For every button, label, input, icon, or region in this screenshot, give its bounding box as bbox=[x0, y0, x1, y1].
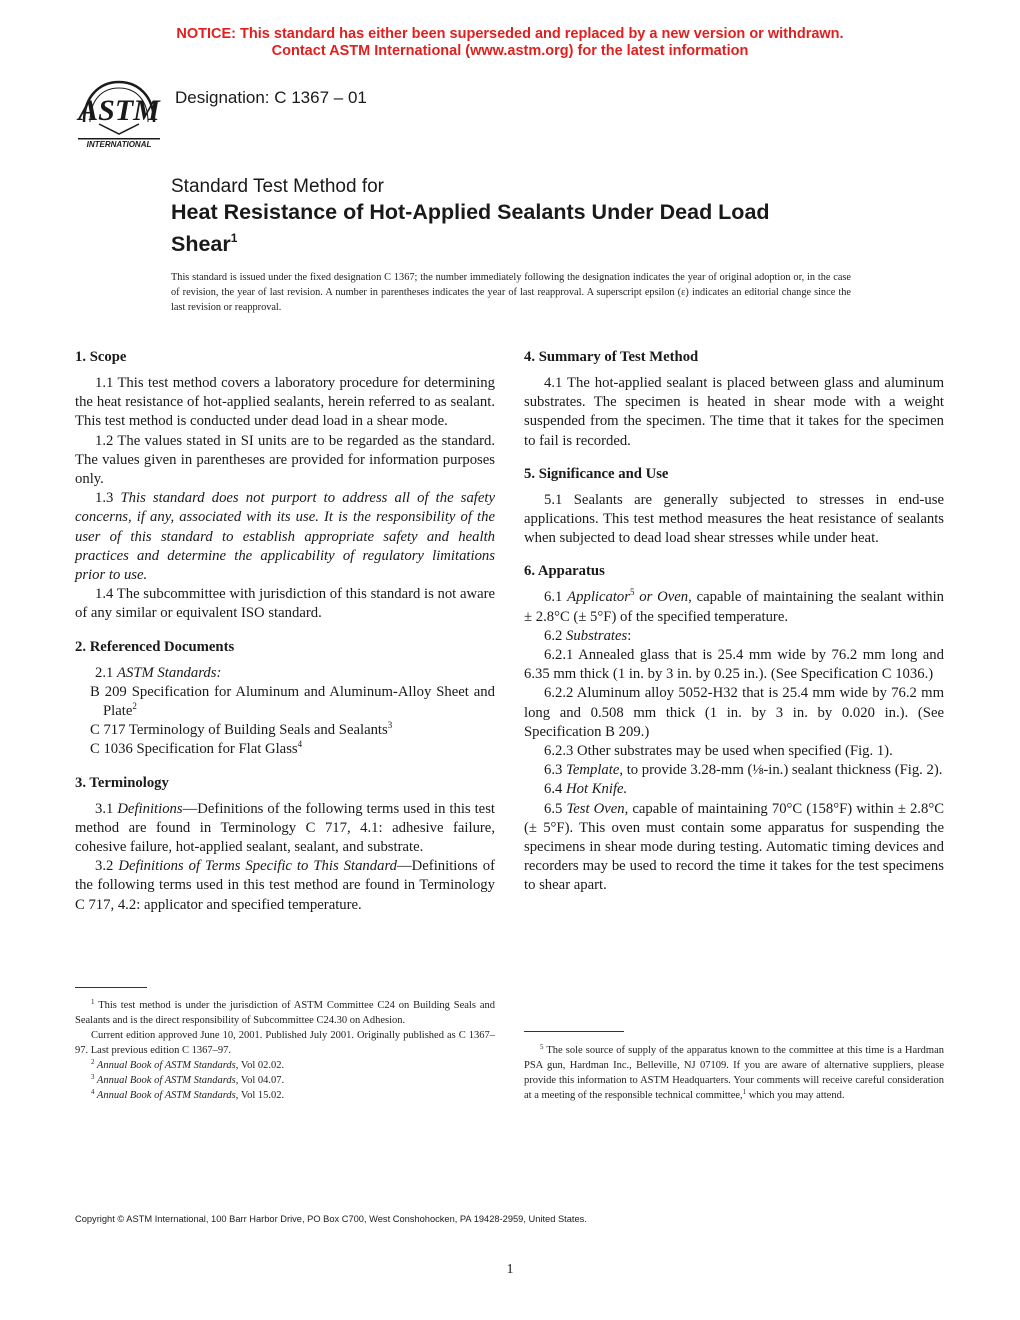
para-1-1: 1.1 This test method covers a laboratory procedure for determining the heat resistance of hot-applied sealants, herein referred to as sealant. This test method is conducted under dead load in a shear mode. bbox=[75, 375, 495, 430]
issuance-note: This standard is issued under the fixed designation C 1367; the number immediately following the designation indicates the year of original adoption or, in the case of revision, the year of last revision. A number in parentheses indicates the year of last reapproval. A superscript epsilon (ε) indicates an editorial change since the last revision or reapproval. bbox=[171, 272, 851, 313]
footnote-5: $^5$ The sole source of supply of the apparatus known to the committee at this time is a Hardman PSA gun, Hardman Inc., Belleville, NJ 07109. If you are aware of alternative suppliers, please provide this information to ASTM Headquarters. Your comments will receive careful consideration at a meeting of the responsible technical committee,$^1$ which you may attend. bbox=[524, 1043, 944, 1101]
notice-line-1: NOTICE: This standard has either been superseded and replaced by a new version or withdrawn. bbox=[176, 26, 844, 42]
footnote-rule-left bbox=[75, 987, 147, 988]
footnote-3: $^3$ Annual Book of ASTM Standards, Vol 04.07. bbox=[91, 1073, 285, 1086]
logo-sub: INTERNATIONAL bbox=[86, 140, 152, 149]
title-line-3: Shear bbox=[171, 232, 231, 256]
para-6-2-2: 6.2.2 Aluminum alloy 5052-H32 that is 25.4 mm wide by 76.2 mm long and 0.508 mm thick (1 in. by 3 in. by 0.020 in.). (See Specification B 209.) bbox=[524, 685, 944, 740]
title-line-1: Standard Test Method for bbox=[171, 176, 384, 197]
para-2-1: 2.1 ASTM Standards: bbox=[95, 664, 222, 681]
logo-letters: ASTM bbox=[78, 94, 160, 127]
right-column bbox=[524, 348, 944, 896]
para-5-1: 5.1 Sealants are generally subjected to stresses in end-use applications. This test method measures the heat resistance of sealants when subjected to dead load shear stresses while under heat. bbox=[524, 491, 944, 547]
section-6-heading: 6. Apparatus bbox=[524, 563, 605, 580]
left-column bbox=[75, 348, 495, 915]
para-6-2: 6.2 Substrates: bbox=[544, 627, 632, 644]
footnote-2: $^2$ Annual Book of ASTM Standards, Vol 02.02. bbox=[91, 1058, 285, 1071]
ref-c717: C 717 Terminology of Building Seals and Sealants$^3$ bbox=[90, 720, 393, 739]
title-line-2: Heat Resistance of Hot-Applied Sealants Under Dead Load bbox=[171, 200, 770, 224]
para-3-2: 3.2 Definitions of Terms Specific to This Standard—Definitions of the following terms used in this test method are found in Terminology C 717, 4.2: applicator and specified temperature. bbox=[75, 858, 495, 913]
para-6-2-1: 6.2.1 Annealed glass that is 25.4 mm wide by 76.2 mm long and 6.35 mm thick (1 in. by 3 in. by 0.25 in.). (See Specification C 1036.) bbox=[524, 647, 944, 683]
section-5-heading: 5. Significance and Use bbox=[524, 465, 669, 482]
astm-logo-icon bbox=[74, 74, 164, 152]
ref-c1036: C 1036 Specification for Flat Glass$^4$ bbox=[90, 739, 303, 758]
title-footnote-ref: 1 bbox=[230, 231, 238, 245]
footnote-1-cont: Current edition approved June 10, 2001. Published July 2001. Originally published as C 1367–97. Last previous edition C 1367–97. bbox=[75, 1030, 495, 1056]
copyright: Copyright © ASTM International, 100 Barr Harbor Drive, PO Box C700, West Conshohocken, PA 19428-2959, United States. bbox=[75, 1214, 587, 1224]
para-6-5: 6.5 Test Oven, capable of maintaining 70°C (158°F) within ± 2.8°C (± 5°F). This oven must contain some apparatus for suspending the specimens in shear mode during testing. Automatic timing devices and recorders may be used to record the time it takes for the test specimens to shear apart. bbox=[524, 800, 944, 894]
para-6-2-3: 6.2.3 Other substrates may be used when specified (Fig. 1). bbox=[544, 743, 893, 760]
footnote-rule-right bbox=[524, 1031, 624, 1032]
para-3-1: 3.1 Definitions—Definitions of the following terms used in this test method are found in Terminology C 717, 4.1: adhesive failure, cohesive failure, hot-applied sealant, sealant, and substrate. bbox=[75, 800, 495, 856]
para-6-4: 6.4 Hot Knife. bbox=[544, 781, 628, 798]
para-6-3: 6.3 Template, to provide 3.28-mm (⅛-in.) sealant thickness (Fig. 2). bbox=[544, 762, 943, 779]
footnote-1: $^1$ This test method is under the jurisdiction of ASTM Committee C24 on Building Seals and Sealants and is the direct responsibility of Subcommittee C24.30 on Adhesion. bbox=[75, 998, 495, 1026]
para-1-2: 1.2 The values stated in SI units are to be regarded as the standard. The values given in parentheses are provided for information purposes only. bbox=[75, 432, 495, 488]
document-title bbox=[171, 175, 891, 257]
para-1-4: 1.4 The subcommittee with jurisdiction of this standard is not aware of any similar or equivalent ISO standard. bbox=[75, 586, 495, 622]
footnote-4: $^4$ Annual Book of ASTM Standards, Vol 15.02. bbox=[91, 1088, 285, 1101]
notice-line-2: Contact ASTM International (www.astm.org) for the latest information bbox=[271, 43, 749, 59]
notice-banner bbox=[0, 26, 1020, 60]
footnotes-right bbox=[524, 1043, 944, 1103]
para-1-3: 1.3 This standard does not purport to address all of the safety concerns, if any, associated with its use. It is the responsibility of the user of this standard to establish appropriate safety and health practices and determine the applicability of regulatory limitations prior to use. bbox=[75, 490, 496, 584]
section-4-heading: 4. Summary of Test Method bbox=[524, 349, 699, 365]
para-6-1: 6.1 Applicator$^5$ or Oven, capable of maintaining the sealant within ± 2.8°C (± 5°F) of the specified temperature. bbox=[524, 587, 944, 625]
section-2-heading: 2. Referenced Documents bbox=[75, 638, 235, 655]
section-3-heading: 3. Terminology bbox=[75, 774, 169, 791]
section-1-heading: 1. Scope bbox=[75, 349, 127, 365]
para-4-1: 4.1 The hot-applied sealant is placed between glass and aluminum substrates. The specimen is heated in shear mode with a weight suspended from the specimen. The time that it takes for the specimen to fail is recorded. bbox=[524, 375, 944, 449]
ref-b209: B 209 Specification for Aluminum and Aluminum-Alloy Sheet and Plate$^2$ bbox=[90, 683, 495, 720]
page-number: 1 bbox=[506, 1262, 514, 1277]
footnotes-left bbox=[75, 998, 495, 1103]
designation: Designation: C 1367 – 01 bbox=[175, 88, 367, 107]
